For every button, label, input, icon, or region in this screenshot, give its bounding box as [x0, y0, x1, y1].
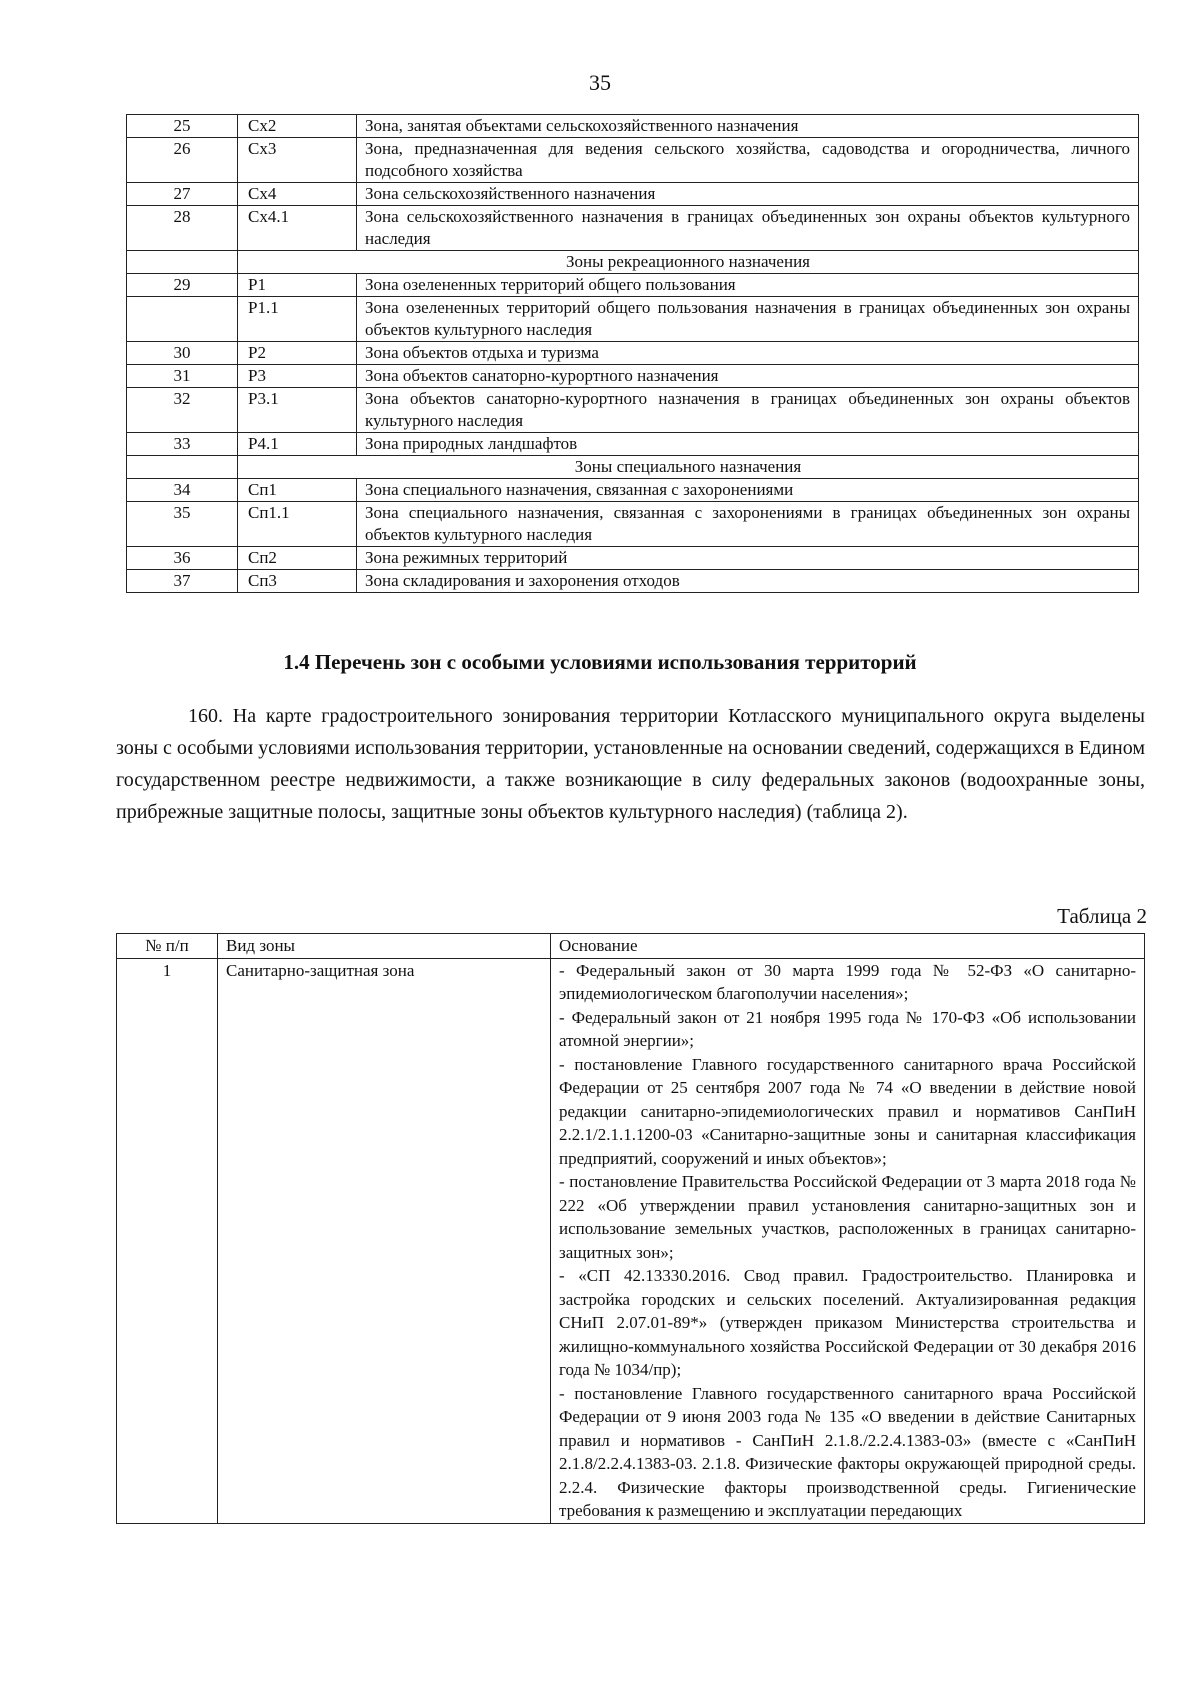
header-num: № п/п: [117, 934, 218, 959]
zone-num: 29: [127, 274, 238, 297]
zone-code: Р1.1: [238, 297, 357, 342]
table-2-caption: Таблица 2: [1057, 904, 1147, 928]
zone-code: Р1: [238, 274, 357, 297]
table-row: [117, 958, 1145, 1523]
zone-code: Сп1.1: [238, 502, 357, 547]
zone-code: Р4.1: [238, 433, 357, 456]
basis-item: - «СП 42.13330.2016. Свод правил. Градостроительство. Планировка и застройка городских и сельских поселений. Актуализированная редакция СНиП 2.07.01-89*» (утвержден приказом Министерства строительства и жилищно-коммунального хозяйства Российской Федерации от 30 декабря 2016 года № 1034/пр);: [559, 1266, 1136, 1379]
row-basis: [551, 958, 1145, 1523]
section-heading: 1.4 Перечень зон с особыми условиями использования территорий: [283, 650, 917, 674]
table-row: [127, 183, 1139, 206]
table-row: [127, 206, 1139, 251]
zone-description: Зона сельскохозяйственного назначения: [357, 183, 1139, 206]
table-row: [127, 433, 1139, 456]
group-row: [127, 251, 1139, 274]
header-basis: Основание: [551, 934, 1145, 959]
zone-description: Зона природных ландшафтов: [357, 433, 1139, 456]
zone-num: 26: [127, 138, 238, 183]
table-2: [116, 933, 1145, 1524]
zone-description: Зона объектов санаторно-курортного назначения в границах объединенных зон охраны объектов культурного наследия: [357, 388, 1139, 433]
group-title: Зоны рекреационного назначения: [238, 251, 1139, 274]
group-title: Зоны специального назначения: [238, 456, 1139, 479]
table-row: [127, 138, 1139, 183]
zone-num: 31: [127, 365, 238, 388]
zone-num: 33: [127, 433, 238, 456]
zone-code: Сп3: [238, 570, 357, 593]
table-row: [127, 479, 1139, 502]
zone-num: 30: [127, 342, 238, 365]
zone-num: 25: [127, 115, 238, 138]
zone-code: Сх4.1: [238, 206, 357, 251]
table-row: [127, 502, 1139, 547]
zone-code: Сп2: [238, 547, 357, 570]
table-row: [127, 297, 1139, 342]
zone-num: 35: [127, 502, 238, 547]
zone-code: Сх3: [238, 138, 357, 183]
zone-description: Зона озелененных территорий общего пользования: [357, 274, 1139, 297]
group-num-cell: [127, 456, 238, 479]
zone-code: Сх2: [238, 115, 357, 138]
zone-num: 36: [127, 547, 238, 570]
zone-description: Зона специального назначения, связанная с захоронениями: [357, 479, 1139, 502]
zone-code: Сх4: [238, 183, 357, 206]
paragraph-160: 160. На карте градостроительного зонирования территории Котласского муниципального округа выделены зоны с особыми условиями использования территории, установленные на основании сведений, содержащихся в Едином государственном реестре недвижимости, а также возникающие в силу федеральных законов (водоохранные зоны, прибрежные защитные полосы, защитные зоны объектов культурного наследия) (таблица 2).: [116, 705, 1145, 823]
zone-description: Зона режимных территорий: [357, 547, 1139, 570]
table-row: [127, 115, 1139, 138]
zone-description: Зона объектов санаторно-курортного назначения: [357, 365, 1139, 388]
basis-item: - постановление Главного государственного санитарного врача Российской Федерации от 25 сентября 2007 года № 74 «О введении в действие новой редакции санитарно-эпидемиологических правил и нормативов СанПиН 2.2.1/2.1.1.1200-03 «Санитарно-защитные зоны и санитарная классификация предприятий, сооружений и иных объектов»;: [559, 1054, 1136, 1168]
group-row: [127, 456, 1139, 479]
zone-description: Зона, занятая объектами сельскохозяйственного назначения: [357, 115, 1139, 138]
zone-num: 28: [127, 206, 238, 251]
table-row: [127, 365, 1139, 388]
basis-item: - Федеральный закон от 30 марта 1999 года № 52-ФЗ «О санитарно-эпидемиологическом благополучии населения»;: [559, 960, 1136, 1003]
row-num: 1: [117, 958, 218, 1523]
zone-num: 27: [127, 183, 238, 206]
zones-table-body: [127, 115, 1139, 593]
basis-item: - постановление Правительства Российской Федерации от 3 марта 2018 года № 222 «Об утверждении правил установления санитарно-защитных зон и использование земельных участков, расположенных в границах санитарно-защитных зон»;: [559, 1172, 1136, 1262]
table-row: [127, 547, 1139, 570]
zone-num: 34: [127, 479, 238, 502]
zones-table: [126, 114, 1139, 593]
zone-code: Р2: [238, 342, 357, 365]
zone-description: Зона озелененных территорий общего пользования назначения в границах объединенных зон охраны объектов культурного наследия: [357, 297, 1139, 342]
header-zone-kind: Вид зоны: [218, 934, 551, 959]
zone-description: Зона, предназначенная для ведения сельского хозяйства, садоводства и огородничества, личного подсобного хозяйства: [357, 138, 1139, 183]
zone-description: Зона специального назначения, связанная с захоронениями в границах объединенных зон охраны объектов культурного наследия: [357, 502, 1139, 547]
zone-description: Зона объектов отдыха и туризма: [357, 342, 1139, 365]
row-zone-kind: Санитарно-защитная зона: [218, 958, 551, 1523]
page-number: 35: [589, 70, 611, 95]
basis-item: - постановление Главного государственного санитарного врача Российской Федерации от 9 июня 2003 года № 135 «О введении в действие Санитарных правил и нормативов - СанПиН 2.1.8./2.2.4.1383-03» (вместе с «СанПиН 2.1.8/2.2.4.1383-03. 2.1.8. Физические факторы окружающей природной среды. 2.2.4. Физические факторы производственной среды. Гигиенические требования к размещению и эксплуатации передающих: [559, 1383, 1136, 1520]
zone-num: [127, 297, 238, 342]
zone-description: Зона складирования и захоронения отходов: [357, 570, 1139, 593]
table-row: [127, 274, 1139, 297]
zone-code: Р3: [238, 365, 357, 388]
zone-code: Сп1: [238, 479, 357, 502]
table-row: [127, 388, 1139, 433]
zone-description: Зона сельскохозяйственного назначения в границах объединенных зон охраны объектов культурного наследия: [357, 206, 1139, 251]
zone-code: Р3.1: [238, 388, 357, 433]
table-row: [127, 570, 1139, 593]
table-2-header-row: [117, 934, 1145, 959]
group-num-cell: [127, 251, 238, 274]
zone-num: 37: [127, 570, 238, 593]
table-row: [127, 342, 1139, 365]
zone-num: 32: [127, 388, 238, 433]
basis-item: - Федеральный закон от 21 ноября 1995 года № 170-ФЗ «Об использовании атомной энергии»;: [559, 1007, 1136, 1050]
